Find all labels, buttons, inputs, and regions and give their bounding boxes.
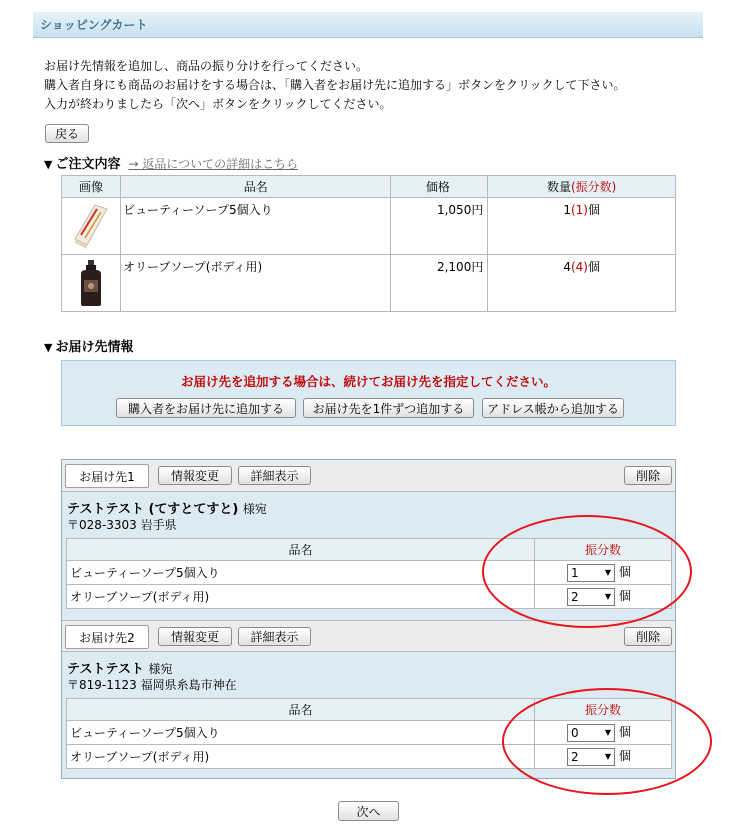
item-name: オリーブソープ(ボディ用): [67, 745, 535, 769]
col-qty-label: 数量: [546, 180, 571, 194]
order-heading-label: ご注文内容: [55, 157, 121, 172]
order-table: [61, 175, 676, 312]
destination-section-heading: [44, 336, 133, 355]
col-split-label: (振分数): [570, 180, 617, 194]
split-select[interactable]: [567, 724, 615, 742]
item-name: ビューティーソープ5個入り: [67, 721, 535, 745]
recipient-1-items-table: [66, 538, 672, 609]
recipient-1-address: 〒028-3303 岩手県: [67, 518, 177, 532]
table-row: [62, 255, 676, 312]
product-image-cell: [62, 198, 121, 255]
recipient-1-edit-button[interactable]: 情報変更: [158, 466, 232, 485]
product-price: 1,050円: [391, 198, 488, 255]
split-unit: 個: [618, 749, 631, 764]
col-qty: [488, 176, 676, 198]
split-unit: 個: [618, 589, 631, 604]
table-row: [67, 721, 672, 745]
recipient-2-delete-button[interactable]: 削除: [624, 627, 672, 646]
table-row: [67, 745, 672, 769]
add-from-address-book-button[interactable]: アドレス帳から追加する: [482, 398, 624, 418]
add-destination-notice: お届け先を追加する場合は、続けてお届け先を指定してください。: [180, 374, 556, 389]
recipient-1-tab[interactable]: お届け先1: [65, 464, 149, 488]
add-buyer-button[interactable]: 購入者をお届け先に追加する: [116, 398, 296, 418]
split-value: (4): [570, 260, 588, 274]
split-unit: 個: [618, 725, 631, 740]
soap-bottle-icon: [67, 258, 115, 308]
add-destination-box: [61, 360, 676, 426]
instruction-line-3: 入力が終わりましたら「次へ」ボタンをクリックしてください。: [44, 97, 392, 111]
split-select[interactable]: [567, 564, 615, 582]
table-row: [62, 198, 676, 255]
beauty-soap-box-image: [67, 201, 115, 251]
item-split-cell: [535, 561, 672, 585]
product-qty: [488, 255, 676, 312]
triangle-down-icon: ▼: [44, 341, 53, 354]
chevron-down-icon: ▼: [604, 728, 611, 738]
recipient-2-items-table: [66, 698, 672, 769]
chevron-down-icon: ▼: [604, 592, 611, 602]
recipient-2-tab[interactable]: お届け先2: [65, 625, 149, 649]
soap-box-icon: [67, 201, 115, 251]
table-header: [67, 539, 672, 561]
product-price: 2,100円: [391, 255, 488, 312]
product-image-cell: [62, 255, 121, 312]
split-select[interactable]: [567, 588, 615, 606]
recipient-1-detail-button[interactable]: 詳細表示: [238, 466, 311, 485]
split-value: (1): [570, 203, 588, 217]
product-name: オリーブソープ(ボディ用): [120, 255, 390, 312]
item-split-cell: [535, 745, 672, 769]
product-name: ビューティーソープ5個入り: [120, 198, 390, 255]
destination-heading-label: お届け先情報: [55, 340, 134, 355]
qty-value: 4: [563, 260, 571, 274]
product-qty: [488, 198, 676, 255]
instruction-line-2: 購入者自身にも商品のお届けをする場合は、「購入者をお届け先に追加する」ボタンをクリックして下さい。: [44, 78, 626, 92]
chevron-down-icon: ▼: [604, 752, 611, 762]
table-header: [67, 699, 672, 721]
qty-value: 1: [563, 203, 571, 217]
olive-soap-bottle-image: [67, 258, 115, 308]
col-split: 振分数: [535, 539, 672, 561]
col-price: 価格: [391, 176, 488, 198]
recipient-honorific: 様宛: [242, 502, 267, 516]
chevron-down-icon: ▼: [604, 568, 611, 578]
col-split: 振分数: [535, 699, 672, 721]
col-image: 画像: [62, 176, 121, 198]
recipient-1-name: [67, 498, 267, 517]
recipient-2-address: 〒819-1123 福岡県糸島市神在: [67, 678, 237, 692]
recipient-2-edit-button[interactable]: 情報変更: [158, 627, 232, 646]
recipient-name-text: テストテスト (てすとてすと): [67, 502, 239, 517]
recipients-panel: [61, 459, 676, 779]
item-name: オリーブソープ(ボディ用): [67, 585, 535, 609]
table-row: [67, 561, 672, 585]
col-item-name: 品名: [67, 539, 535, 561]
recipient-2-detail-button[interactable]: 詳細表示: [238, 627, 311, 646]
col-name: 品名: [120, 176, 390, 198]
recipient-2-name: [67, 658, 173, 677]
recipient-1-header: [62, 460, 675, 492]
split-unit: 個: [618, 565, 631, 580]
next-button[interactable]: 次へ: [338, 801, 399, 821]
instructions: [44, 57, 626, 114]
instruction-line-1: お届け先情報を追加し、商品の振り分けを行ってください。: [44, 59, 369, 73]
recipient-1-delete-button[interactable]: 削除: [624, 466, 672, 485]
back-button[interactable]: 戻る: [45, 124, 89, 143]
qty-unit: 個: [587, 260, 600, 274]
triangle-down-icon: ▼: [44, 158, 53, 171]
recipient-name-text: テストテスト: [67, 662, 144, 677]
split-select-value: 1: [571, 565, 579, 580]
add-one-destination-button[interactable]: お届け先を1件ずつ追加する: [303, 398, 474, 418]
page-title: ショッピングカート: [33, 12, 703, 38]
qty-unit: 個: [587, 203, 600, 217]
recipient-honorific: 様宛: [148, 662, 173, 676]
split-select-value: 2: [571, 589, 579, 604]
item-split-cell: [535, 585, 672, 609]
split-select-value: 0: [571, 725, 579, 740]
item-split-cell: [535, 721, 672, 745]
split-select[interactable]: [567, 748, 615, 766]
item-name: ビューティーソープ5個入り: [67, 561, 535, 585]
table-row: [67, 585, 672, 609]
split-select-value: 2: [571, 749, 579, 764]
return-policy-link[interactable]: → 返品についての詳細はこちら: [128, 157, 299, 171]
order-table-header: [62, 176, 676, 198]
order-section-heading: [44, 153, 298, 172]
col-item-name: 品名: [67, 699, 535, 721]
recipient-2-header: [62, 620, 675, 652]
